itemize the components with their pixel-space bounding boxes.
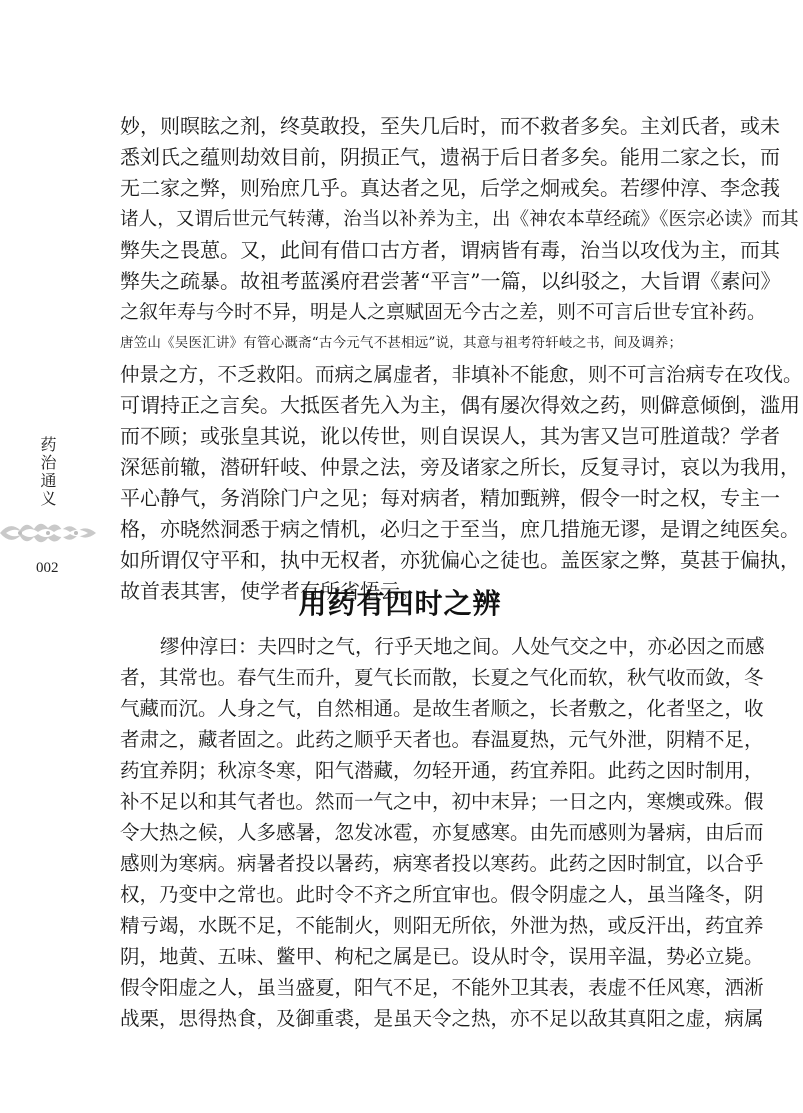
text-line: 妙，则暝眩之剂，终莫敢投，至失几后时，而不救者多矣。主刘氏者，或未 [120, 114, 780, 138]
text-line: 诸人，又谓后世元气转薄，治当以补养为主，出《神农本草经疏》《医宗必读》而其 [120, 209, 799, 230]
text-line: 弊失之疏暴。故祖考蓝溪府君尝著“平言”一篇，以纠驳之，大旨谓《素问》 [120, 269, 781, 293]
text-line: 者肃之，藏者固之。此药之顺乎天者也。春温夏热，元气外泄，阴精不足， [120, 728, 764, 751]
text-line: 令大热之候，人多感暑，忽发冰雹，亦复感寒。由先而感则为暑病，由后而 [120, 821, 764, 844]
text-line: 权，乃变中之常也。此时令不齐之所宜审也。假令阴虚之人，虽当隆冬，阴 [120, 883, 764, 906]
upper-paragraph [120, 111, 803, 607]
text-line: 可谓持正之言矣。大抵医者先入为主，偶有屡次得效之药，则僻意倾倒，滥用 [120, 393, 800, 417]
text-line: 深惩前辙，潜研轩岐、仲景之法，旁及诸家之所长，反复寻讨，哀以为我用， [120, 455, 800, 479]
text-line: 弊失之畏葸。又，此间有借口古方者，谓病皆有毒，治当以攻伐为主，而其 [120, 238, 780, 262]
text-line: 格，亦晓然洞悉于病之情机，必归之于至当，庶几措施无谬，是谓之纯医矣。 [120, 517, 800, 541]
section-title: 用药有四时之辨 [298, 587, 502, 620]
text-line: 阴，地黄、五味、鳖甲、枸杞之属是已。设从时令，误用辛温，势必立毙。 [120, 945, 764, 968]
text-line: 无二家之弊，则殆庶几乎。真达者之见，后学之炯戒矣。若缪仲淳、李念莪 [120, 176, 780, 200]
text-line: 故首表其害，使学者有所省悟云。 [120, 579, 420, 603]
text-line: 者，其常也。春气生而升，夏气长而散，长夏之气化而软，秋气收而敛，冬 [120, 666, 764, 689]
running-book-title: 药治通义 [38, 436, 57, 508]
text-line: 缪仲淳曰：夫四时之气，行乎天地之间。人处气交之中，亦必因之而感 [160, 635, 765, 658]
text-line: 气藏而沉。人身之气，自然相通。是故生者顺之，长者敷之，化者坚之，收 [120, 697, 764, 720]
text-line: 之叙年寿与今时不异，明是人之禀赋固无今古之差，则不可言后世专宜补药。 [120, 301, 767, 323]
text-line: 精亏竭，水既不足，不能制火，则阳无所依，外泄为热，或反汗出，药宜养 [120, 914, 764, 937]
text-line: 平心静气，务消除门户之见；每对病者，精加甄辨，假令一时之权，专主一 [120, 486, 780, 510]
text-line: 仲景之方，不乏救阳。而病之属虚者，非填补不能愈，则不可言治病专在攻伐。 [120, 363, 803, 386]
text-line: 如所谓仅守平和，执中无权者，亦犹偏心之徒也。盖医家之弊，莫甚于偏执， [120, 548, 800, 572]
text-line: 药宜养阴；秋凉冬寒，阳气潜藏，勿轻开通，药宜养阳。此药之因时制用， [120, 759, 764, 782]
floral-ornament [0, 516, 100, 550]
text-line: 补不足以和其气者也。然而一气之中，初中末异；一日之内，寒燠或殊。假 [120, 790, 764, 813]
text-line: 而不顾；或张皇其说，讹以传世，则自误误人，其为害又岂可胜道哉？学者 [120, 424, 780, 448]
text-line: 悉刘氏之蕴则劫效目前，阴损正气，遗祸于后日者多矣。能用二家之长，而 [120, 145, 780, 169]
text-line: 感则为寒病。病暑者投以暑药，病寒者投以寒药。此药之因时制宜，以合乎 [120, 852, 764, 875]
page-number: 002 [36, 560, 59, 576]
text-line: 战栗，思得热食，及御重裘，是虽天令之热，亦不足以敌其真阳之虚，病属 [120, 1007, 764, 1030]
lower-paragraph [120, 631, 765, 1034]
text-line: 假令阳虚之人，虽当盛夏，阳气不足，不能外卫其表，表虚不任风寒，洒淅 [120, 976, 764, 999]
text-line: 唐笠山《吴医汇讲》有管心溉斋“古今元气不甚相远”说，其意与祖考符轩岐之书，间及调养； [120, 335, 682, 351]
